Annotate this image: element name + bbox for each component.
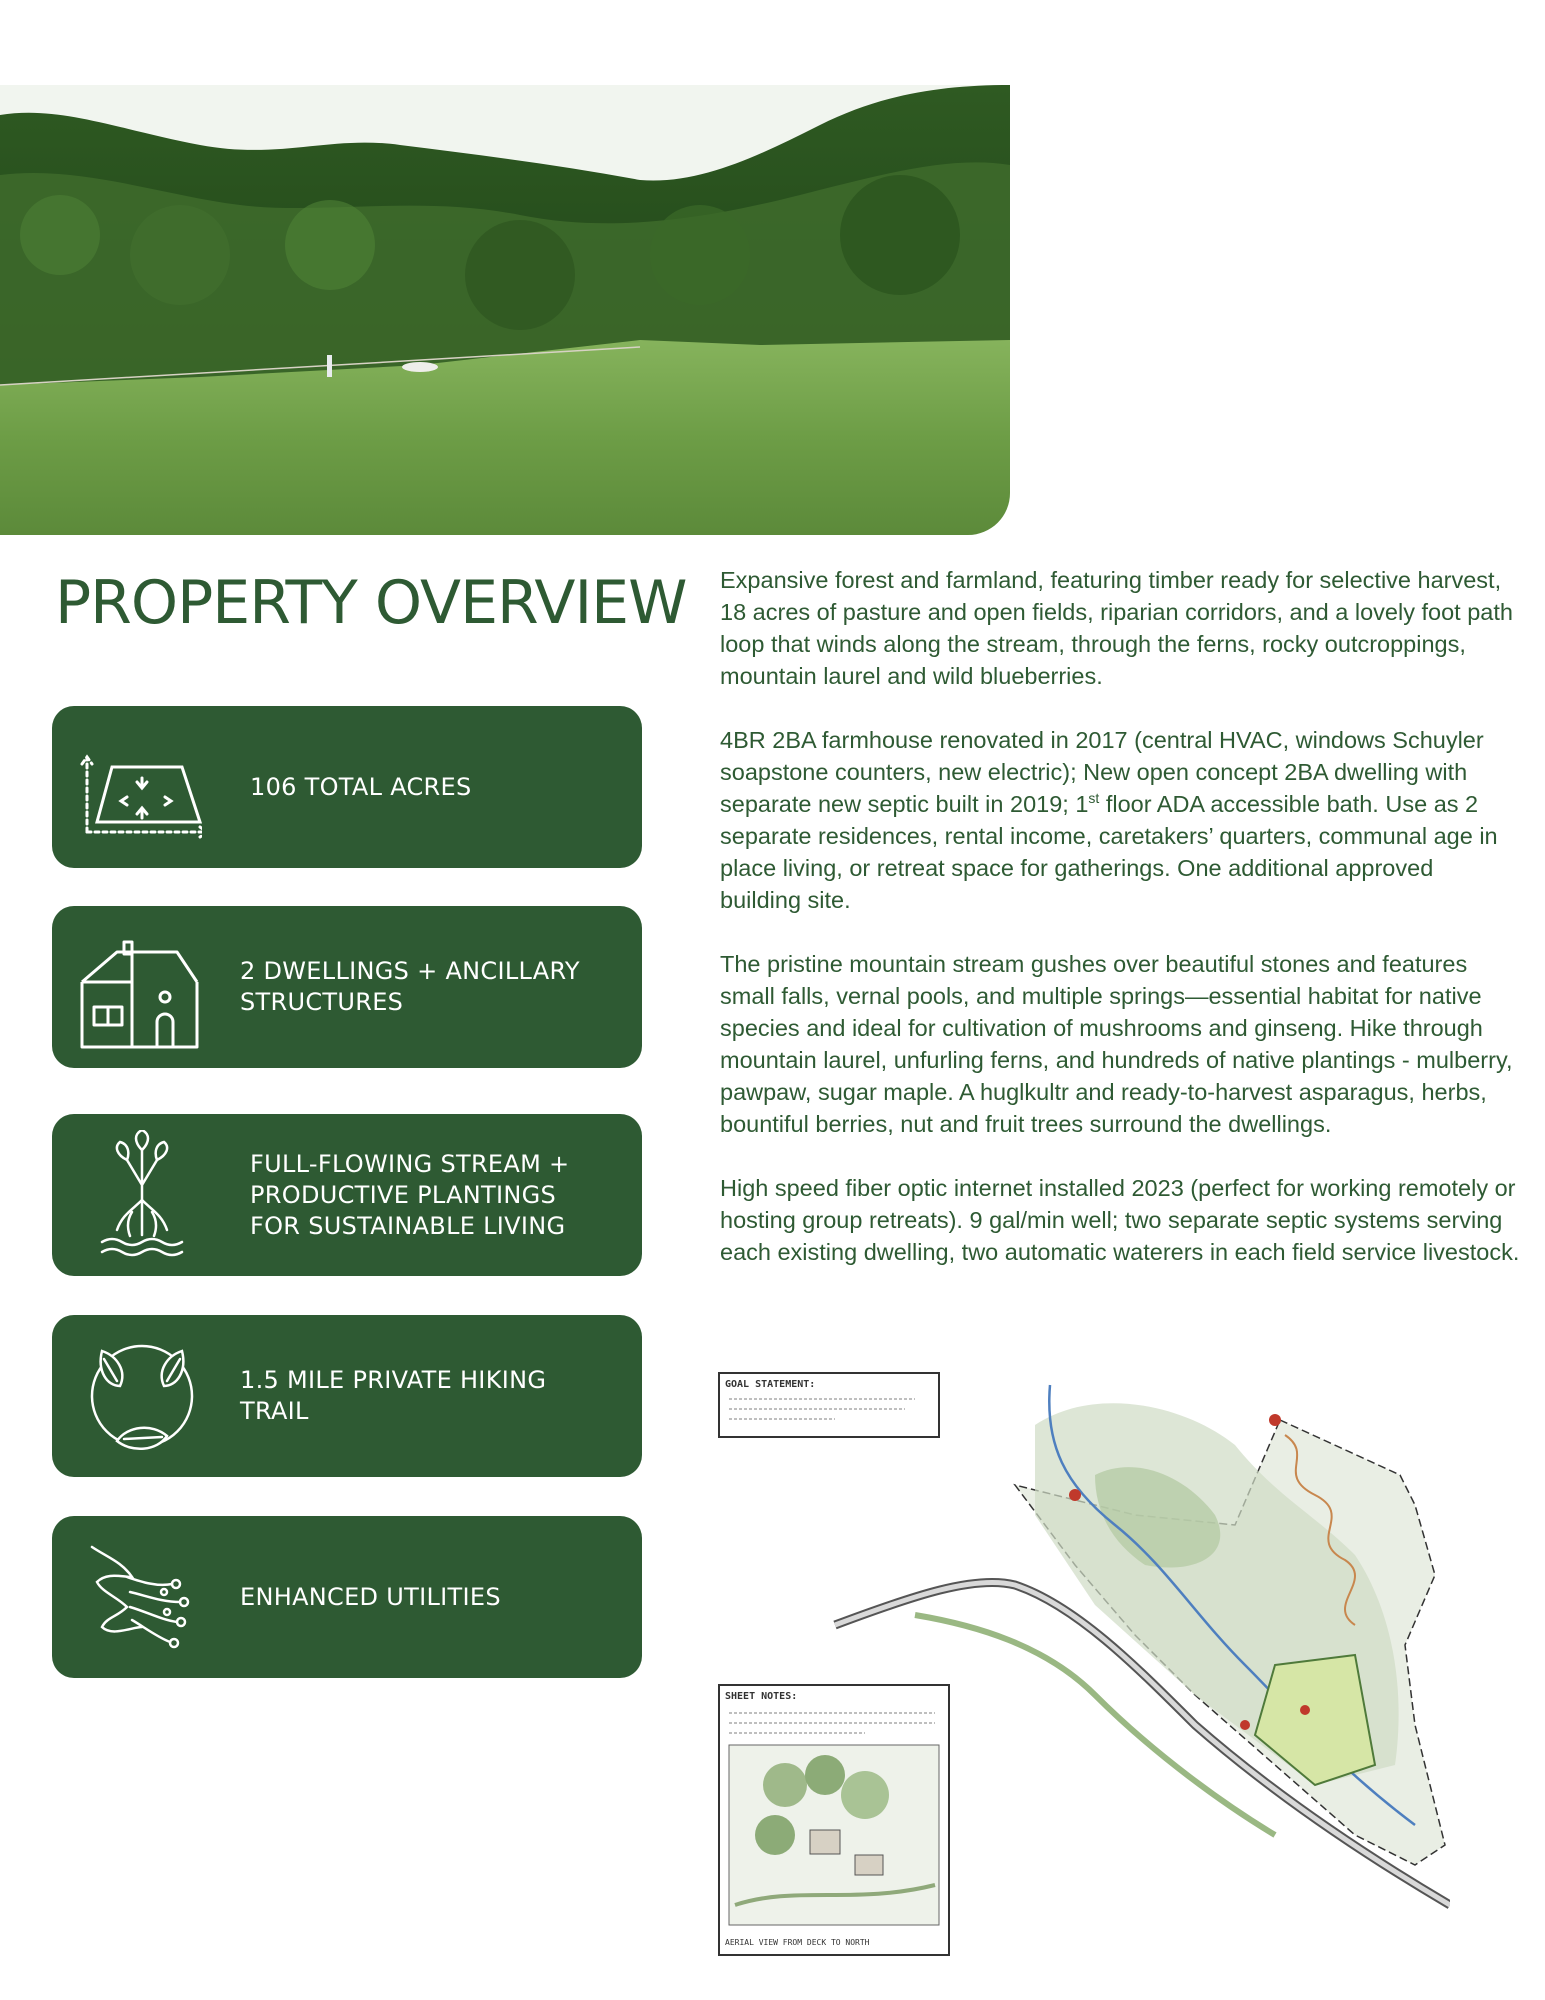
feature-label: FULL-FLOWING STREAM + PRODUCTIVE PLANTINGS FOR SUSTAINABLE LIVING <box>250 1149 570 1240</box>
feature-card-hiking-trail <box>52 1315 642 1477</box>
fiber-optic-hand-icon <box>72 1532 202 1662</box>
goal-statement-title: GOAL STATEMENT: <box>725 1379 816 1390</box>
property-description <box>720 564 1520 1300</box>
description-paragraph: Expansive forest and farmland, featuring timber ready for selective harvest, 18 acres of pasture and open fields, riparian corridors, and a lovely foot path loop that winds along the stream, through the ferns, rocky outcroppings, mountain laurel and wild blueberries. <box>720 567 1513 689</box>
feature-label: 1.5 MILE PRIVATE HIKING TRAIL <box>240 1366 547 1425</box>
sheet-notes-title: SHEET NOTES: <box>725 1691 798 1702</box>
hiking-trail-leaves-icon <box>72 1331 202 1461</box>
feature-label: 106 TOTAL ACRES <box>250 772 472 801</box>
page-title: PROPERTY OVERVIEW <box>55 568 687 638</box>
feature-label: 2 DWELLINGS + ANCILLARY STRUCTURES <box>240 957 580 1016</box>
house-icon <box>72 922 202 1052</box>
description-paragraph: 4BR 2BA farmhouse renovated in 2017 (central HVAC, windows Schuyler soapstone counters, new electric); New open concept 2BA dwelling with separate new septic built in 2019; 1st floor ADA accessible bath. Use as 2 separate residences, rental income, caretakers’ quarters, communal age in place living, or retreat space for gatherings. One additional approved building site. <box>720 727 1498 913</box>
description-paragraph: High speed fiber optic internet installed 2023 (perfect for working remotely or hosting group retreats). 9 gal/min well; two separate septic systems serving each existing dwelling, two automatic waterers in each field service livestock. <box>720 1175 1520 1265</box>
land-acres-icon <box>72 722 202 852</box>
description-paragraph: The pristine mountain stream gushes over beautiful stones and features small falls, vernal pools, and multiple springs—essential habitat for native species and ideal for cultivation of mushrooms and ginseng. Hike through mountain laurel, unfurling ferns, and hundreds of native plantings - mulberry, pawpaw, sugar maple. A huglkultr and ready-to-harvest asparagus, herbs, bountiful berries, nut and fruit trees surround the dwellings. <box>720 951 1513 1137</box>
site-plan-drawing <box>715 1365 1450 1965</box>
feature-card-dwellings <box>52 906 642 1068</box>
feature-label: ENHANCED UTILITIES <box>240 1582 501 1611</box>
feature-card-acres <box>52 706 642 868</box>
feature-card-utilities <box>52 1516 642 1678</box>
hero-landscape-photo <box>0 85 1010 535</box>
sprout-roots-water-icon <box>72 1130 202 1260</box>
aerial-view-caption: AERIAL VIEW FROM DECK TO NORTH <box>725 1938 870 1947</box>
feature-card-stream-plantings <box>52 1114 642 1276</box>
